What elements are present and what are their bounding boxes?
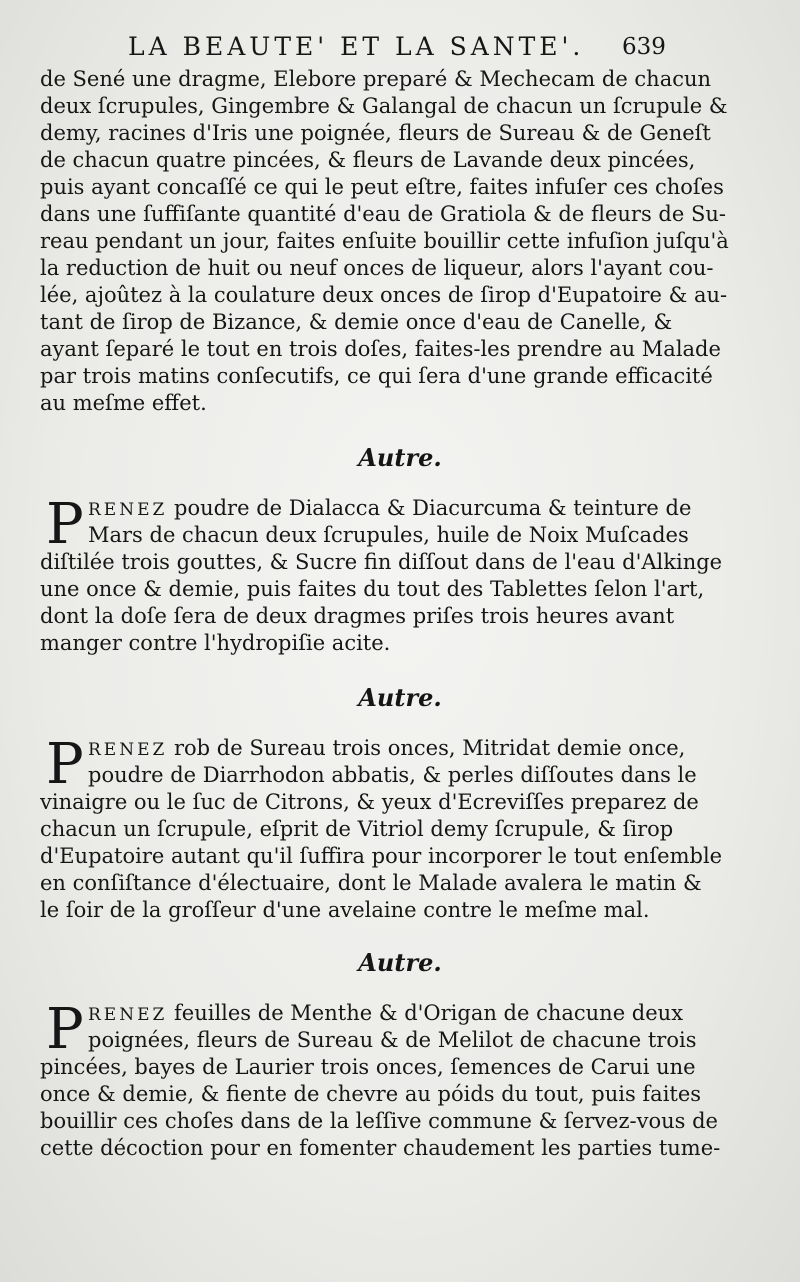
text-line: lée, ajoûtez à la coulature deux onces de ſirop d'Eupatoire & au- [40, 283, 728, 307]
text-line: en conſiſtance d'électuaire, dont le Malade avalera le matin & [40, 871, 702, 895]
text-line: poudre de Diarrhodon abbatis, & perles diſſoutes dans le [88, 763, 697, 787]
text-line: reau pendant un jour, faites enſuite bouillir cette infuſion juſqu'à [40, 229, 729, 253]
text-line-rest: poudre de Dialacca & Diacurcuma & teinture de [174, 496, 692, 520]
text-line: poignées, fleurs de Sureau & de Melilot de chacune trois [88, 1028, 697, 1052]
text-line [40, 1000, 760, 1027]
intro-paragraph [40, 66, 760, 417]
section-heading: Autre. [358, 948, 442, 977]
text-line: le ſoir de la groſſeur d'une avelaine contre le meſme mal. [40, 898, 650, 922]
text-line: dans une ſuffiſante quantité d'eau de Gratiola & de fleurs de Su- [40, 202, 726, 226]
page-body [40, 66, 760, 1162]
text-line: de chacun quatre pincées, & fleurs de Lavande deux pincées, [40, 148, 696, 172]
text-line: diſtilée trois gouttes, & Sucre fin diſſout dans de l'eau d'Alkinge [40, 550, 723, 574]
text-line-rest: feuilles de Menthe & d'Origan de chacune deux [174, 1001, 684, 1025]
text-line: Mars de chacun deux ſcrupules, huile de Noix Muſcades [88, 523, 689, 547]
text-line: once & demie, & fiente de chevre au póids du tout, puis faites [40, 1082, 702, 1106]
text-line [40, 735, 760, 762]
drop-cap: P [46, 997, 84, 1062]
text-line: manger contre l'hydropiſie acite. [40, 631, 391, 655]
lead-word: RENEZ [88, 1005, 168, 1025]
text-line [40, 495, 760, 522]
recipe-paragraph [40, 997, 760, 1162]
drop-cap: P [46, 492, 84, 557]
recipe-paragraph [40, 732, 760, 924]
text-line: puis ayant concaſſé ce qui le peut eſtre, faites infuſer ces choſes [40, 175, 724, 199]
lead-word: RENEZ [88, 500, 168, 520]
text-line: bouillir ces choſes dans de la leſſive commune & ſervez-vous de [40, 1109, 718, 1133]
page-header [0, 30, 800, 70]
text-line: dont la doſe ſera de deux dragmes priſes trois heures avant [40, 604, 675, 628]
running-title: LA BEAUTE' ET LA SANTE'. [128, 32, 585, 61]
text-line: de Sené une dragme, Elebore preparé & Mechecam de chacun [40, 67, 712, 91]
drop-cap: P [46, 732, 84, 797]
text-line: cette décoction pour en fomenter chaudement les parties tume- [40, 1136, 721, 1160]
text-line: pincées, bayes de Laurier trois onces, ſemences de Carui une [40, 1055, 696, 1079]
text-line: tant de ſirop de Bizance, & demie once d'eau de Canelle, & [40, 310, 673, 334]
recipe-paragraph [40, 492, 760, 657]
text-line-rest: rob de Sureau trois onces, Mitridat demie once, [174, 736, 686, 760]
text-line: la reduction de huit ou neuf onces de liqueur, alors l'ayant cou- [40, 256, 714, 280]
text-line: par trois matins conſecutifs, ce qui ſera d'une grande efficacité [40, 364, 713, 388]
section-heading: Autre. [358, 683, 442, 712]
text-line: ayant ſeparé le tout en trois doſes, faites-les prendre au Malade [40, 337, 721, 361]
section-heading: Autre. [358, 443, 442, 472]
text-line: chacun un ſcrupule, eſprit de Vitriol demy ſcrupule, & ſirop [40, 817, 674, 841]
text-line: une once & demie, puis faites du tout des Tablettes ſelon l'art, [40, 577, 705, 601]
text-line: demy, racines d'Iris une poignée, fleurs de Sureau & de Geneſt [40, 121, 711, 145]
text-line: vinaigre ou le ſuc de Citrons, & yeux d'Ecreviſſes preparez de [40, 790, 699, 814]
text-line: au meſme effet. [40, 391, 207, 415]
text-line: d'Eupatoire autant qu'il ſuffira pour incorporer le tout enſemble [40, 844, 723, 868]
text-line: deux ſcrupules, Gingembre & Galangal de chacun un ſcrupule & [40, 94, 728, 118]
lead-word: RENEZ [88, 740, 168, 760]
page-number: 639 [622, 34, 666, 60]
